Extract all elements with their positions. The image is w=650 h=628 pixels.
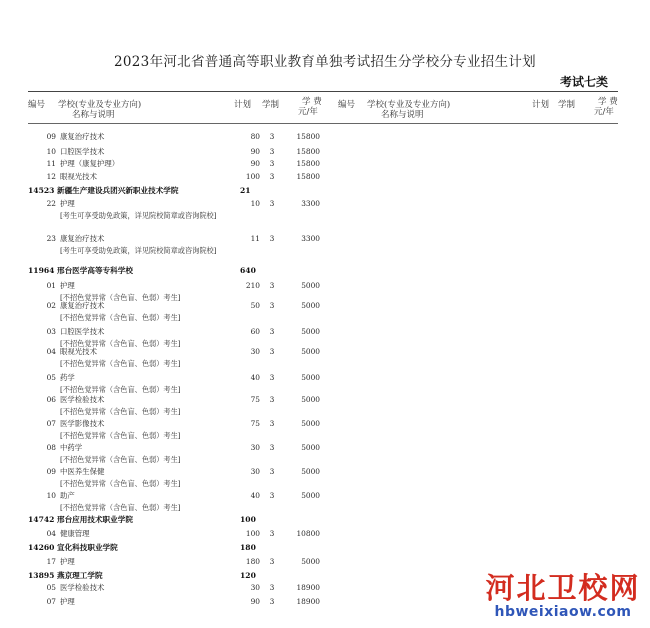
cell-plan: 30 <box>250 347 260 356</box>
cell-code: 04 <box>46 347 56 356</box>
cell-fee: 3300 <box>301 234 320 243</box>
cell-code: 09 <box>46 132 56 141</box>
cell-length: 3 <box>269 467 275 476</box>
cell-code: 17 <box>46 557 56 566</box>
cell-fee: 3300 <box>301 199 320 208</box>
cell-name: 中药学 <box>60 443 83 452</box>
row-note: [不招色觉异常（含色盲、色弱）考生] <box>60 503 181 512</box>
table-top-rule <box>28 91 618 92</box>
cell-fee: 10800 <box>296 529 320 538</box>
cell-plan: 180 <box>245 557 260 566</box>
cell-name: 燕京理工学院 <box>57 571 103 580</box>
cell-plan: 60 <box>250 327 260 336</box>
cell-code: 05 <box>46 583 56 592</box>
major-row <box>0 325 340 338</box>
cell-code: 03 <box>46 327 56 336</box>
cell-code: 23 <box>46 234 56 243</box>
cell-length: 3 <box>269 234 275 243</box>
header-fee-line2: 元/年 <box>298 107 318 117</box>
cell-name: 宣化科技职业学院 <box>57 543 118 552</box>
cell-fee: 5000 <box>301 419 320 428</box>
cell-code: 07 <box>46 419 56 428</box>
row-note: [不招色觉异常（含色盲、色弱）考生] <box>60 313 181 322</box>
major-row <box>0 197 340 210</box>
cell-code: 01 <box>46 281 56 290</box>
cell-plan: 50 <box>250 301 260 310</box>
cell-length: 3 <box>269 583 275 592</box>
cell-name: 新疆生产建设兵团兴新职业技术学院 <box>57 186 179 195</box>
header-code-right: 编号 <box>338 100 356 110</box>
cell-fee: 5000 <box>301 301 320 310</box>
major-row <box>0 170 340 183</box>
header-school-line1-right: 学校(专业及专业方向) <box>367 100 451 110</box>
major-row <box>0 393 340 406</box>
major-row <box>0 371 340 384</box>
cell-name: 护理（康复护理） <box>60 159 120 168</box>
major-row <box>0 232 340 245</box>
cell-length: 3 <box>269 419 275 428</box>
major-row <box>0 595 340 608</box>
cell-name: 眼视光技术 <box>60 347 97 356</box>
page-title: 2023年河北省普通高等职业教育单独考试招生分学校分专业招生计划 <box>114 54 536 70</box>
cell-length: 3 <box>269 491 275 500</box>
cell-code: 10 <box>46 147 56 156</box>
row-note: [不招色觉异常（含色盲、色弱）考生] <box>60 455 181 464</box>
cell-name: 邢台应用技术职业学院 <box>57 515 133 524</box>
cell-fee: 15800 <box>296 159 320 168</box>
header-plan: 计划 <box>234 100 252 110</box>
major-row <box>0 417 340 430</box>
cell-name: 中医养生保健 <box>60 467 105 476</box>
header-length-right: 学制 <box>558 100 576 110</box>
exam-category: 考试七类 <box>560 75 609 89</box>
school-row <box>0 541 340 554</box>
cell-fee: 18900 <box>296 583 320 592</box>
cell-code: 02 <box>46 301 56 310</box>
cell-code: 04 <box>46 529 56 538</box>
cell-fee: 5000 <box>301 443 320 452</box>
cell-name: 健康管理 <box>60 529 90 538</box>
row-note: [不招色觉异常（含色盲、色弱）考生] <box>60 385 181 394</box>
cell-plan: 640 <box>240 266 256 275</box>
cell-length: 3 <box>269 281 275 290</box>
cell-plan: 40 <box>250 491 260 500</box>
major-row <box>0 130 340 143</box>
cell-name: 医学检验技术 <box>60 395 105 404</box>
cell-plan: 80 <box>250 132 260 141</box>
cell-name: 护理 <box>60 597 75 606</box>
watermark-url: hbweixiaow.com <box>494 604 632 620</box>
header-fee-line2-right: 元/年 <box>594 107 614 117</box>
cell-plan: 10 <box>250 199 260 208</box>
row-note: [考生可享受助免政策，详见院校简章或咨询院校] <box>60 246 217 255</box>
cell-length: 3 <box>269 557 275 566</box>
cell-plan: 21 <box>240 186 251 195</box>
cell-name: 康复治疗技术 <box>60 301 105 310</box>
cell-code: 22 <box>46 199 56 208</box>
cell-plan: 180 <box>240 543 256 552</box>
major-row <box>0 345 340 358</box>
cell-fee: 5000 <box>301 491 320 500</box>
cell-length: 3 <box>269 159 275 168</box>
cell-fee: 5000 <box>301 347 320 356</box>
cell-plan: 90 <box>250 159 260 168</box>
cell-name: 眼视光技术 <box>60 172 97 181</box>
cell-name: 护理 <box>60 199 75 208</box>
major-row <box>0 157 340 170</box>
header-school-line2-right: 名称与说明 <box>381 110 424 120</box>
cell-plan: 40 <box>250 373 260 382</box>
cell-name: 助产 <box>60 491 75 500</box>
row-note: [不招色觉异常（含色盲、色弱）考生] <box>60 479 181 488</box>
cell-length: 3 <box>269 529 275 538</box>
cell-plan: 90 <box>250 147 260 156</box>
cell-code: 14742 <box>28 515 55 524</box>
cell-plan: 30 <box>250 583 260 592</box>
header-fee-line1: 学 费 <box>302 97 322 107</box>
row-note: [不招色觉异常（含色盲、色弱）考生] <box>60 339 181 348</box>
row-note: [不招色觉异常（含色盲、色弱）考生] <box>60 359 181 368</box>
cell-plan: 30 <box>250 443 260 452</box>
cell-plan: 11 <box>250 234 260 243</box>
cell-fee: 5000 <box>301 327 320 336</box>
school-row <box>0 513 340 526</box>
cell-length: 3 <box>269 347 275 356</box>
cell-name: 口腔医学技术 <box>60 147 105 156</box>
major-row <box>0 581 340 594</box>
cell-name: 康复治疗技术 <box>60 234 105 243</box>
major-row <box>0 489 340 502</box>
cell-fee: 15800 <box>296 172 320 181</box>
cell-code: 08 <box>46 443 56 452</box>
cell-length: 3 <box>269 132 275 141</box>
cell-length: 3 <box>269 199 275 208</box>
header-length: 学制 <box>262 100 280 110</box>
cell-plan: 120 <box>240 571 256 580</box>
cell-code: 11964 <box>28 266 55 275</box>
row-note: [考生可享受助免政策，详见院校简章或咨询院校] <box>60 211 217 220</box>
cell-length: 3 <box>269 373 275 382</box>
school-row <box>0 264 340 277</box>
cell-code: 06 <box>46 395 56 404</box>
cell-plan: 100 <box>245 529 260 538</box>
header-plan-right: 计划 <box>532 100 550 110</box>
cell-code: 07 <box>46 597 56 606</box>
cell-name: 药学 <box>60 373 75 382</box>
header-bottom-rule <box>28 123 618 124</box>
cell-plan: 90 <box>250 597 260 606</box>
cell-name: 护理 <box>60 281 75 290</box>
cell-name: 医学检验技术 <box>60 583 105 592</box>
cell-plan: 30 <box>250 467 260 476</box>
cell-code: 14523 <box>28 186 55 195</box>
row-note: [不招色觉异常（含色盲、色弱）考生] <box>60 293 181 302</box>
cell-name: 医学影像技术 <box>60 419 105 428</box>
cell-plan: 75 <box>250 419 260 428</box>
school-row <box>0 184 340 197</box>
header-school-line1: 学校(专业及专业方向) <box>58 100 142 110</box>
cell-fee: 18900 <box>296 597 320 606</box>
cell-length: 3 <box>269 597 275 606</box>
major-row <box>0 279 340 292</box>
cell-plan: 100 <box>245 172 260 181</box>
cell-name: 口腔医学技术 <box>60 327 105 336</box>
cell-fee: 5000 <box>301 373 320 382</box>
cell-fee: 15800 <box>296 147 320 156</box>
major-row <box>0 299 340 312</box>
cell-code: 14260 <box>28 543 55 552</box>
cell-name: 邢台医学高等专科学校 <box>57 266 133 275</box>
cell-fee: 5000 <box>301 557 320 566</box>
header-fee-line1-right: 学 费 <box>598 97 618 107</box>
watermark-logo-text: 河北卫校网 <box>485 571 641 605</box>
cell-code: 13895 <box>28 571 55 580</box>
cell-fee: 15800 <box>296 132 320 141</box>
cell-name: 康复治疗技术 <box>60 132 105 141</box>
cell-code: 12 <box>46 172 56 181</box>
cell-fee: 5000 <box>301 281 320 290</box>
major-row <box>0 465 340 478</box>
cell-plan: 210 <box>245 281 260 290</box>
cell-code: 10 <box>46 491 56 500</box>
cell-length: 3 <box>269 301 275 310</box>
major-row <box>0 527 340 540</box>
cell-length: 3 <box>269 395 275 404</box>
header-school-line2: 名称与说明 <box>72 110 115 120</box>
cell-length: 3 <box>269 327 275 336</box>
cell-code: 09 <box>46 467 56 476</box>
cell-length: 3 <box>269 147 275 156</box>
row-note: [不招色觉异常（含色盲、色弱）考生] <box>60 407 181 416</box>
cell-name: 护理 <box>60 557 75 566</box>
row-note: [不招色觉异常（含色盲、色弱）考生] <box>60 431 181 440</box>
cell-fee: 5000 <box>301 395 320 404</box>
cell-length: 3 <box>269 443 275 452</box>
watermark <box>478 572 648 620</box>
cell-code: 05 <box>46 373 56 382</box>
cell-length: 3 <box>269 172 275 181</box>
cell-fee: 5000 <box>301 467 320 476</box>
header-code: 编号 <box>28 100 46 110</box>
major-row <box>0 441 340 454</box>
cell-code: 11 <box>46 159 56 168</box>
major-row <box>0 555 340 568</box>
cell-plan: 100 <box>240 515 256 524</box>
cell-plan: 75 <box>250 395 260 404</box>
